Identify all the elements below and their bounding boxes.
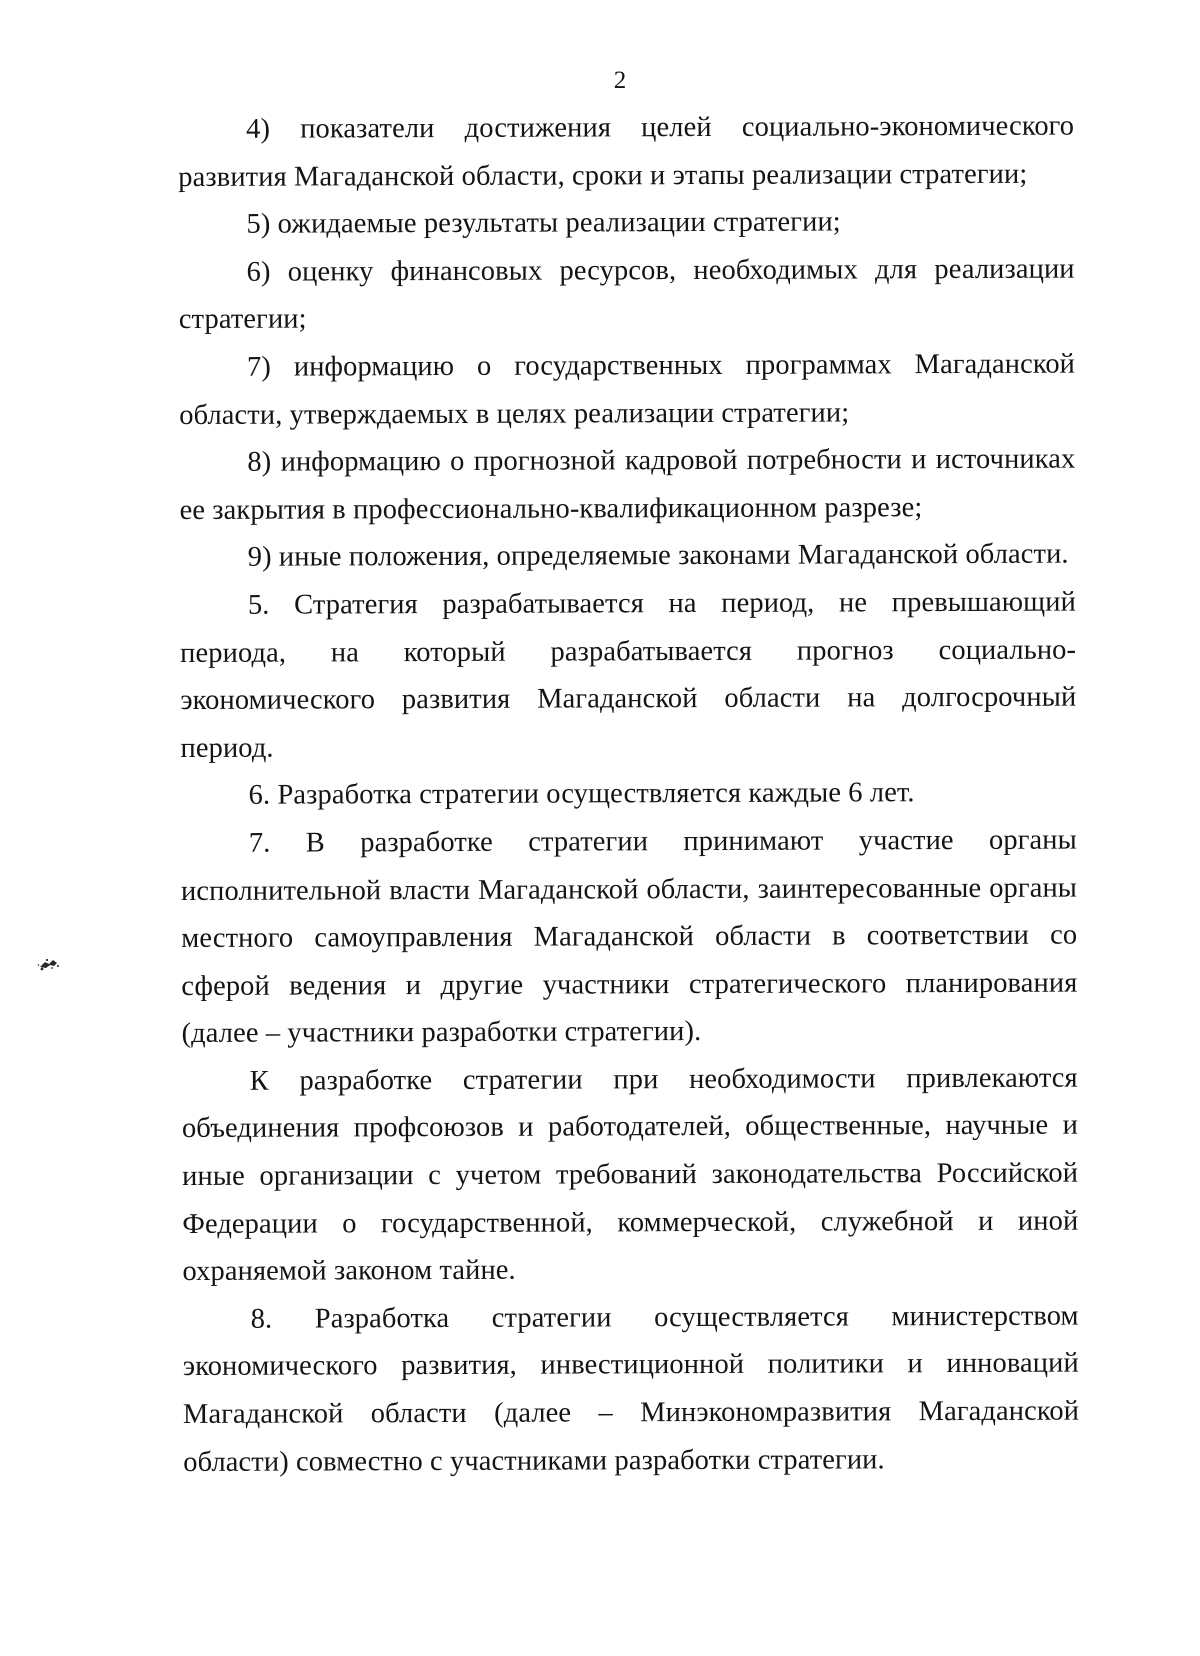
paragraph-section-7-continued: К разработке стратегии при необходимости привлекаются объединения профсоюзов и работодателей, общественные, научные и иные организации с учетом требований законодательства Российской Федерации о государственной, коммерческой, служебной и иной охраняемой законом тайне. xyxy=(181,1062,1079,1288)
document-body xyxy=(178,103,1079,1487)
ink-speck-icon xyxy=(36,955,64,973)
paragraph-item-8: 8) информацию о прогнозной кадровой потребности и источниках ее закрытия в профессионально-квалификационном разрезе; xyxy=(179,443,1076,526)
paragraph-item-5: 5) ожидаемые результаты реализации стратегии; xyxy=(246,206,841,240)
paragraph-item-9: 9) иные положения, определяемые законами Магаданской области. xyxy=(247,538,1069,574)
page-number: 2 xyxy=(613,67,627,94)
paragraph-item-6: 6) оценку финансовых ресурсов, необходимых для реализации стратегии; xyxy=(178,253,1075,336)
paragraph-section-5: 5. Стратегия разрабатывается на период, не превышающий периода, на который разрабатывается прогноз социально-экономического развития Магаданской области на долгосрочный период. xyxy=(180,586,1077,764)
paragraph-section-6: 6. Разработка стратегии осуществляется каждые 6 лет. xyxy=(248,777,915,812)
paragraph-item-4: 4) показатели достижения целей социально-экономического развития Магаданской области, сроки и этапы реализации стратегии; xyxy=(178,110,1075,193)
paragraph-item-7: 7) информацию о государственных программах Магаданской области, утверждаемых в целях реализации стратегии; xyxy=(179,348,1076,431)
paragraph-section-8: 8. Разработка стратегии осуществляется министерством экономического развития, инвестиционной политики и инноваций Магаданской области (далее – Минэкономразвития Магаданской области) совместно с участниками разработки стратегии. xyxy=(182,1300,1080,1478)
paragraph-section-7: 7. В разработке стратегии принимают участие органы исполнительной власти Магаданской области, заинтересованные органы местного самоуправления Магаданской области в соответствии со сферой ведения и другие участники стратегического планирования (далее – участники разработки стратегии). xyxy=(180,824,1078,1050)
